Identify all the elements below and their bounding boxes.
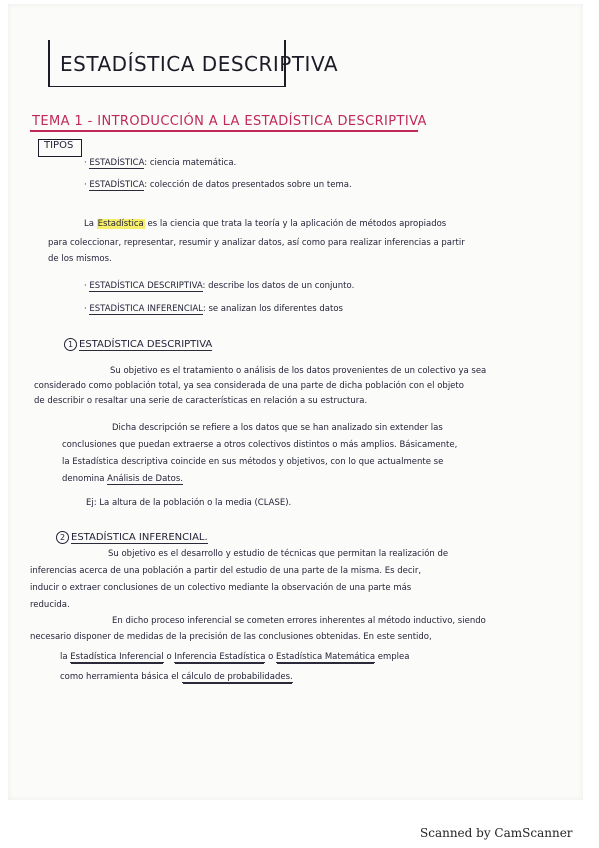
key-term: Análisis de Datos. xyxy=(107,474,183,484)
branch-item: · ESTADÍSTICA DESCRIPTIVA: describe los datos de un conjunto. xyxy=(84,281,355,291)
branch-item: · ESTADÍSTICA INFERENCIAL: se analizan los diferentes datos xyxy=(84,304,343,314)
paragraph-line: considerado como población total, ya sea considerada de una parte de dicha población con el objeto xyxy=(34,381,464,391)
intro-line xyxy=(84,219,446,229)
paragraph-text: o xyxy=(166,652,172,662)
intro-lead: La xyxy=(84,219,94,229)
paragraph-line: Su objetivo es el tratamiento o análisis de los datos provenientes de un colectivo ya sea xyxy=(110,366,487,376)
tipos-item: · ESTADÍSTICA: ciencia matemática. xyxy=(84,158,237,168)
intro-text: es la ciencia que trata la teoría y la aplicación de métodos apropiados xyxy=(147,219,447,229)
paragraph-line: conclusiones que puedan extraerse a otros colectivos distintos o más amplios. Básicamente, xyxy=(62,440,458,450)
paragraph-line: de describir o resaltar una serie de características en relación a su estructura. xyxy=(34,396,368,406)
paragraph-line: inducir o extraer conclusiones de un colectivo mediante la observación de una parte más xyxy=(30,583,412,593)
branch-term: ESTADÍSTICA DESCRIPTIVA xyxy=(89,281,203,291)
scanner-watermark: Scanned by CamScanner xyxy=(420,826,573,840)
intro-highlight: Estadística xyxy=(97,219,144,229)
intro-line: para coleccionar, representar, resumir y analizar datos, así como para realizar inferencias a partir xyxy=(48,238,465,248)
section-heading xyxy=(56,531,208,544)
paragraph-line: inferencias acerca de una población a partir del estudio de una parte de la misma. Es decir, xyxy=(30,566,422,576)
section-number: 1 xyxy=(64,338,77,351)
paragraph-line: reducida. xyxy=(30,600,70,610)
key-term: Inferencia Estadística xyxy=(174,652,266,662)
paragraph-line xyxy=(60,652,409,662)
paragraph-line: necesario disponer de medidas de la precisión de las conclusiones obtenidas. En este sentido, xyxy=(30,632,432,642)
paragraph-line: Dicha descripción se refiere a los datos que se han analizado sin extender las xyxy=(112,423,443,433)
paragraph-line xyxy=(62,474,183,484)
intro-line: de los mismos. xyxy=(48,254,112,264)
tipos-def: : ciencia matemática. xyxy=(144,158,237,168)
key-term: Estadística Inferencial xyxy=(70,652,164,662)
paragraph-text: la xyxy=(60,652,68,662)
paragraph-line: En dicho proceso inferencial se cometen errores inherentes al método inductivo, siendo xyxy=(112,616,486,626)
tipos-label: TIPOS xyxy=(44,140,74,151)
section-number: 2 xyxy=(56,531,69,544)
section-title: ESTADÍSTICA DESCRIPTIVA xyxy=(79,339,213,350)
paragraph-text: o xyxy=(268,652,274,662)
key-term: cálculo de probabilidades. xyxy=(181,672,293,682)
paragraph-text: denomina xyxy=(62,474,105,484)
section-heading xyxy=(64,338,212,351)
tipos-term: ESTADÍSTICA xyxy=(89,158,145,168)
example-line: Ej: La altura de la población o la media (CLASE). xyxy=(86,498,292,508)
tipos-def: : colección de datos presentados sobre un tema. xyxy=(144,180,352,190)
paragraph-line: la Estadística descriptiva coincide en sus métodos y objetivos, con lo que actualmente se xyxy=(62,457,444,467)
tipos-item: · ESTADÍSTICA: colección de datos presentados sobre un tema. xyxy=(84,180,352,190)
topic-heading: TEMA 1 - INTRODUCCIÓN A LA ESTADÍSTICA DESCRIPTIVA xyxy=(32,114,427,129)
topic-underline xyxy=(30,130,418,132)
paragraph-line: Su objetivo es el desarrollo y estudio de técnicas que permitan la realización de xyxy=(108,549,449,559)
paragraph-line xyxy=(60,672,293,682)
paragraph-text: como herramienta básica el xyxy=(60,672,179,682)
branch-term: ESTADÍSTICA INFERENCIAL xyxy=(89,304,203,314)
page-title: ESTADÍSTICA DESCRIPTIVA xyxy=(60,52,339,76)
tipos-term: ESTADÍSTICA xyxy=(89,180,145,190)
branch-def: : describe los datos de un conjunto. xyxy=(202,281,355,291)
key-term: Estadística Matemática xyxy=(276,652,376,662)
branch-def: : se analizan los diferentes datos xyxy=(202,304,343,314)
paragraph-text: emplea xyxy=(377,652,410,662)
section-title: ESTADÍSTICA INFERENCIAL. xyxy=(71,532,208,543)
